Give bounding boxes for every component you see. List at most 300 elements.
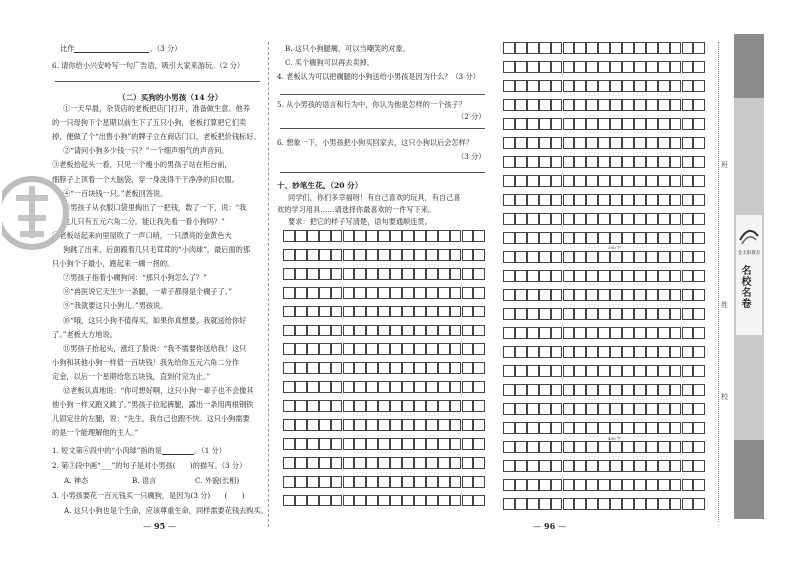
grid-cell[interactable] (515, 308, 527, 320)
grid-cell[interactable] (503, 346, 515, 358)
grid-cell[interactable] (682, 251, 694, 263)
grid-cell[interactable] (503, 175, 515, 187)
grid-cell[interactable] (390, 476, 402, 488)
grid-cell[interactable] (598, 251, 610, 263)
grid-cell[interactable] (283, 287, 295, 299)
grid-cell[interactable] (527, 403, 539, 415)
grid-cell[interactable] (473, 400, 485, 412)
grid-cell[interactable] (366, 438, 378, 450)
grid-cell[interactable] (646, 346, 658, 358)
grid-cell[interactable] (283, 438, 295, 450)
grid-cell[interactable] (658, 213, 670, 225)
grid-cell[interactable] (319, 249, 331, 261)
grid-cell[interactable] (366, 495, 378, 507)
grid-cell[interactable] (586, 479, 598, 491)
grid-cell[interactable] (515, 479, 527, 491)
grid-cell[interactable] (426, 306, 438, 318)
grid-cell[interactable] (331, 495, 343, 507)
grid-cell[interactable] (331, 306, 343, 318)
grid-cell[interactable] (658, 308, 670, 320)
grid-cell[interactable] (610, 479, 622, 491)
grid-cell[interactable] (634, 213, 646, 225)
grid-cell[interactable] (366, 457, 378, 469)
grid-cell[interactable] (503, 384, 515, 396)
grid-cell[interactable] (563, 156, 575, 168)
grid-cell[interactable] (515, 42, 527, 54)
grid-cell[interactable] (390, 495, 402, 507)
grid-cell[interactable] (438, 249, 450, 261)
grid-cell[interactable] (670, 80, 682, 92)
grid-cell[interactable] (438, 438, 450, 450)
grid-cell[interactable] (682, 346, 694, 358)
grid-cell[interactable] (366, 419, 378, 431)
grid-cell[interactable] (515, 156, 527, 168)
grid-cell[interactable] (515, 137, 527, 149)
grid-cell[interactable] (563, 289, 575, 301)
grid-cell[interactable] (307, 476, 319, 488)
grid-cell[interactable] (586, 137, 598, 149)
grid-cell[interactable] (622, 251, 634, 263)
grid-cell[interactable] (682, 156, 694, 168)
grid-cell[interactable] (307, 230, 319, 242)
grid-cell[interactable] (503, 61, 515, 73)
grid-cell[interactable] (378, 457, 390, 469)
grid-cell[interactable] (646, 213, 658, 225)
grid-cell[interactable] (551, 308, 563, 320)
grid-cell[interactable] (503, 422, 515, 434)
grid-cell[interactable] (586, 384, 598, 396)
grid-cell[interactable] (331, 438, 343, 450)
grid-cell[interactable] (634, 327, 646, 339)
grid-cell[interactable] (366, 268, 378, 280)
grid-cell[interactable] (658, 251, 670, 263)
grid-cell[interactable] (307, 495, 319, 507)
grid-cell[interactable] (658, 175, 670, 187)
grid-cell[interactable] (658, 460, 670, 472)
grid-cell[interactable] (622, 422, 634, 434)
grid-cell[interactable] (610, 460, 622, 472)
grid-cell[interactable] (438, 306, 450, 318)
grid-cell[interactable] (307, 249, 319, 261)
grid-cell[interactable] (634, 384, 646, 396)
grid-cell[interactable] (283, 325, 295, 337)
grid-cell[interactable] (586, 194, 598, 206)
grid-cell[interactable] (574, 42, 586, 54)
grid-cell[interactable] (682, 213, 694, 225)
grid-cell[interactable] (646, 80, 658, 92)
grid-cell[interactable] (414, 249, 426, 261)
grid-cell[interactable] (450, 306, 462, 318)
grid-cell[interactable] (503, 251, 515, 263)
grid-cell[interactable] (438, 362, 450, 374)
grid-cell[interactable] (634, 80, 646, 92)
grid-cell[interactable] (610, 270, 622, 282)
grid-cell[interactable] (598, 99, 610, 111)
grid-cell[interactable] (331, 400, 343, 412)
grid-cell[interactable] (438, 495, 450, 507)
grid-cell[interactable] (527, 61, 539, 73)
grid-cell[interactable] (283, 230, 295, 242)
grid-cell[interactable] (473, 268, 485, 280)
grid-cell[interactable] (670, 441, 682, 453)
grid-cell[interactable] (503, 118, 515, 130)
grid-cell[interactable] (586, 498, 598, 510)
grid-cell[interactable] (646, 42, 658, 54)
grid-cell[interactable] (426, 438, 438, 450)
grid-cell[interactable] (598, 289, 610, 301)
grid-cell[interactable] (622, 118, 634, 130)
grid-cell[interactable] (438, 400, 450, 412)
grid-cell[interactable] (527, 289, 539, 301)
grid-cell[interactable] (574, 80, 586, 92)
grid-cell[interactable] (670, 289, 682, 301)
grid-cell[interactable] (462, 362, 474, 374)
grid-cell[interactable] (586, 232, 598, 244)
grid-cell[interactable] (682, 441, 694, 453)
grid-cell[interactable] (503, 42, 515, 54)
grid-cell[interactable] (462, 343, 474, 355)
grid-cell[interactable] (682, 365, 694, 377)
grid-cell[interactable] (622, 270, 634, 282)
grid-cell[interactable] (527, 137, 539, 149)
grid-cell[interactable] (574, 308, 586, 320)
grid-cell[interactable] (598, 80, 610, 92)
grid-cell[interactable] (283, 400, 295, 412)
grid-cell[interactable] (563, 42, 575, 54)
grid-cell[interactable] (390, 400, 402, 412)
grid-cell[interactable] (527, 251, 539, 263)
grid-cell[interactable] (539, 213, 551, 225)
grid-cell[interactable] (574, 327, 586, 339)
grid-cell[interactable] (366, 381, 378, 393)
grid-cell[interactable] (610, 80, 622, 92)
grid-cell[interactable] (378, 476, 390, 488)
grid-cell[interactable] (402, 438, 414, 450)
grid-cell[interactable] (610, 403, 622, 415)
grid-cell[interactable] (634, 99, 646, 111)
grid-cell[interactable] (610, 175, 622, 187)
grid-cell[interactable] (319, 457, 331, 469)
grid-cell[interactable] (283, 268, 295, 280)
grid-cell[interactable] (670, 460, 682, 472)
grid-cell[interactable] (693, 327, 705, 339)
grid-cell[interactable] (610, 99, 622, 111)
grid-cell[interactable] (402, 400, 414, 412)
grid-cell[interactable] (426, 249, 438, 261)
grid-cell[interactable] (551, 346, 563, 358)
grid-cell[interactable] (462, 438, 474, 450)
grid-cell[interactable] (527, 384, 539, 396)
grid-cell[interactable] (539, 384, 551, 396)
grid-cell[interactable] (438, 325, 450, 337)
grid-cell[interactable] (515, 175, 527, 187)
grid-cell[interactable] (307, 268, 319, 280)
grid-cell[interactable] (574, 194, 586, 206)
grid-cell[interactable] (563, 384, 575, 396)
grid-cell[interactable] (693, 99, 705, 111)
grid-cell[interactable] (527, 118, 539, 130)
grid-cell[interactable] (646, 384, 658, 396)
grid-cell[interactable] (515, 270, 527, 282)
grid-cell[interactable] (450, 287, 462, 299)
grid-cell[interactable] (682, 194, 694, 206)
grid-cell[interactable] (319, 325, 331, 337)
grid-cell[interactable] (658, 156, 670, 168)
grid-cell[interactable] (319, 287, 331, 299)
grid-cell[interactable] (539, 118, 551, 130)
grid-cell[interactable] (670, 42, 682, 54)
grid-cell[interactable] (462, 400, 474, 412)
grid-cell[interactable] (551, 460, 563, 472)
grid-cell[interactable] (295, 306, 307, 318)
grid-cell[interactable] (574, 137, 586, 149)
grid-cell[interactable] (539, 365, 551, 377)
grid-cell[interactable] (402, 268, 414, 280)
grid-cell[interactable] (598, 441, 610, 453)
grid-cell[interactable] (307, 287, 319, 299)
grid-cell[interactable] (563, 441, 575, 453)
grid-cell[interactable] (670, 156, 682, 168)
grid-cell[interactable] (658, 232, 670, 244)
grid-cell[interactable] (527, 498, 539, 510)
grid-cell[interactable] (414, 419, 426, 431)
grid-cell[interactable] (354, 230, 366, 242)
grid-cell[interactable] (390, 381, 402, 393)
grid-cell[interactable] (539, 42, 551, 54)
grid-cell[interactable] (682, 308, 694, 320)
grid-cell[interactable] (462, 268, 474, 280)
grid-cell[interactable] (682, 232, 694, 244)
grid-cell[interactable] (646, 422, 658, 434)
grid-cell[interactable] (402, 419, 414, 431)
grid-cell[interactable] (670, 213, 682, 225)
grid-cell[interactable] (426, 476, 438, 488)
grid-cell[interactable] (527, 270, 539, 282)
grid-cell[interactable] (574, 156, 586, 168)
grid-cell[interactable] (390, 287, 402, 299)
grid-cell[interactable] (539, 61, 551, 73)
grid-cell[interactable] (598, 175, 610, 187)
grid-cell[interactable] (462, 306, 474, 318)
grid-cell[interactable] (503, 441, 515, 453)
grid-cell[interactable] (343, 325, 355, 337)
grid-cell[interactable] (682, 403, 694, 415)
grid-cell[interactable] (354, 249, 366, 261)
grid-cell[interactable] (693, 308, 705, 320)
grid-cell[interactable] (693, 270, 705, 282)
grid-cell[interactable] (366, 287, 378, 299)
grid-cell[interactable] (503, 213, 515, 225)
grid-cell[interactable] (331, 325, 343, 337)
grid-cell[interactable] (610, 365, 622, 377)
grid-cell[interactable] (682, 99, 694, 111)
grid-cell[interactable] (646, 327, 658, 339)
grid-cell[interactable] (622, 61, 634, 73)
grid-cell[interactable] (563, 403, 575, 415)
grid-cell[interactable] (634, 346, 646, 358)
grid-cell[interactable] (527, 479, 539, 491)
grid-cell[interactable] (527, 42, 539, 54)
grid-cell[interactable] (438, 343, 450, 355)
grid-cell[interactable] (586, 327, 598, 339)
grid-cell[interactable] (414, 268, 426, 280)
grid-cell[interactable] (682, 422, 694, 434)
grid-cell[interactable] (307, 306, 319, 318)
grid-cell[interactable] (610, 61, 622, 73)
grid-cell[interactable] (551, 194, 563, 206)
grid-cell[interactable] (586, 289, 598, 301)
grid-cell[interactable] (503, 137, 515, 149)
grid-cell[interactable] (551, 270, 563, 282)
grid-cell[interactable] (450, 400, 462, 412)
grid-cell[interactable] (693, 498, 705, 510)
grid-cell[interactable] (551, 61, 563, 73)
grid-cell[interactable] (462, 381, 474, 393)
grid-cell[interactable] (563, 327, 575, 339)
grid-cell[interactable] (551, 327, 563, 339)
grid-cell[interactable] (646, 403, 658, 415)
grid-cell[interactable] (366, 476, 378, 488)
grid-cell[interactable] (551, 365, 563, 377)
grid-cell[interactable] (646, 118, 658, 130)
grid-cell[interactable] (539, 403, 551, 415)
grid-cell[interactable] (390, 249, 402, 261)
grid-cell[interactable] (563, 479, 575, 491)
grid-cell[interactable] (515, 289, 527, 301)
grid-cell[interactable] (515, 61, 527, 73)
grid-cell[interactable] (473, 325, 485, 337)
grid-cell[interactable] (515, 365, 527, 377)
grid-cell[interactable] (527, 156, 539, 168)
grid-cell[interactable] (343, 457, 355, 469)
grid-cell[interactable] (634, 403, 646, 415)
grid-cell[interactable] (586, 42, 598, 54)
grid-cell[interactable] (414, 343, 426, 355)
grid-cell[interactable] (646, 498, 658, 510)
grid-cell[interactable] (390, 306, 402, 318)
grid-cell[interactable] (658, 80, 670, 92)
grid-cell[interactable] (426, 495, 438, 507)
grid-cell[interactable] (551, 479, 563, 491)
grid-cell[interactable] (610, 251, 622, 263)
grid-cell[interactable] (378, 287, 390, 299)
grid-cell[interactable] (295, 362, 307, 374)
grid-cell[interactable] (574, 289, 586, 301)
grid-cell[interactable] (426, 457, 438, 469)
grid-cell[interactable] (343, 476, 355, 488)
grid-cell[interactable] (598, 460, 610, 472)
grid-cell[interactable] (426, 325, 438, 337)
grid-cell[interactable] (646, 251, 658, 263)
grid-cell[interactable] (682, 42, 694, 54)
grid-cell[interactable] (295, 400, 307, 412)
grid-cell[interactable] (343, 268, 355, 280)
grid-cell[interactable] (366, 343, 378, 355)
grid-cell[interactable] (366, 230, 378, 242)
grid-cell[interactable] (598, 365, 610, 377)
grid-cell[interactable] (473, 249, 485, 261)
grid-cell[interactable] (539, 137, 551, 149)
grid-cell[interactable] (586, 175, 598, 187)
grid-cell[interactable] (503, 80, 515, 92)
grid-cell[interactable] (527, 460, 539, 472)
grid-cell[interactable] (574, 99, 586, 111)
grid-cell[interactable] (551, 289, 563, 301)
grid-cell[interactable] (319, 495, 331, 507)
grid-cell[interactable] (610, 42, 622, 54)
grid-cell[interactable] (414, 457, 426, 469)
grid-cell[interactable] (402, 249, 414, 261)
grid-cell[interactable] (598, 403, 610, 415)
answer-line[interactable] (280, 128, 485, 129)
grid-cell[interactable] (450, 419, 462, 431)
grid-cell[interactable] (354, 287, 366, 299)
grid-cell[interactable] (473, 362, 485, 374)
grid-cell[interactable] (574, 422, 586, 434)
grid-cell[interactable] (658, 384, 670, 396)
grid-cell[interactable] (610, 384, 622, 396)
grid-cell[interactable] (366, 249, 378, 261)
grid-cell[interactable] (622, 213, 634, 225)
grid-cell[interactable] (527, 327, 539, 339)
grid-cell[interactable] (319, 381, 331, 393)
grid-cell[interactable] (658, 422, 670, 434)
grid-cell[interactable] (563, 232, 575, 244)
grid-cell[interactable] (634, 42, 646, 54)
grid-cell[interactable] (473, 287, 485, 299)
grid-cell[interactable] (462, 325, 474, 337)
grid-cell[interactable] (283, 495, 295, 507)
grid-cell[interactable] (426, 381, 438, 393)
grid-cell[interactable] (539, 422, 551, 434)
grid-cell[interactable] (634, 156, 646, 168)
grid-cell[interactable] (539, 232, 551, 244)
grid-cell[interactable] (693, 118, 705, 130)
grid-cell[interactable] (658, 498, 670, 510)
grid-cell[interactable] (610, 289, 622, 301)
grid-cell[interactable] (295, 476, 307, 488)
grid-cell[interactable] (515, 99, 527, 111)
grid-cell[interactable] (634, 194, 646, 206)
grid-cell[interactable] (658, 61, 670, 73)
grid-cell[interactable] (682, 384, 694, 396)
grid-cell[interactable] (295, 457, 307, 469)
grid-cell[interactable] (563, 308, 575, 320)
grid-cell[interactable] (402, 495, 414, 507)
grid-cell[interactable] (646, 308, 658, 320)
grid-cell[interactable] (503, 308, 515, 320)
grid-cell[interactable] (598, 270, 610, 282)
grid-cell[interactable] (503, 365, 515, 377)
grid-cell[interactable] (610, 441, 622, 453)
grid-cell[interactable] (390, 343, 402, 355)
grid-cell[interactable] (693, 156, 705, 168)
grid-cell[interactable] (551, 118, 563, 130)
grid-cell[interactable] (354, 362, 366, 374)
grid-cell[interactable] (586, 80, 598, 92)
grid-cell[interactable] (598, 498, 610, 510)
grid-cell[interactable] (658, 327, 670, 339)
grid-cell[interactable] (551, 42, 563, 54)
grid-cell[interactable] (634, 289, 646, 301)
grid-cell[interactable] (354, 343, 366, 355)
grid-cell[interactable] (682, 289, 694, 301)
grid-cell[interactable] (450, 249, 462, 261)
grid-cell[interactable] (574, 460, 586, 472)
grid-cell[interactable] (693, 441, 705, 453)
grid-cell[interactable] (646, 175, 658, 187)
grid-cell[interactable] (390, 325, 402, 337)
